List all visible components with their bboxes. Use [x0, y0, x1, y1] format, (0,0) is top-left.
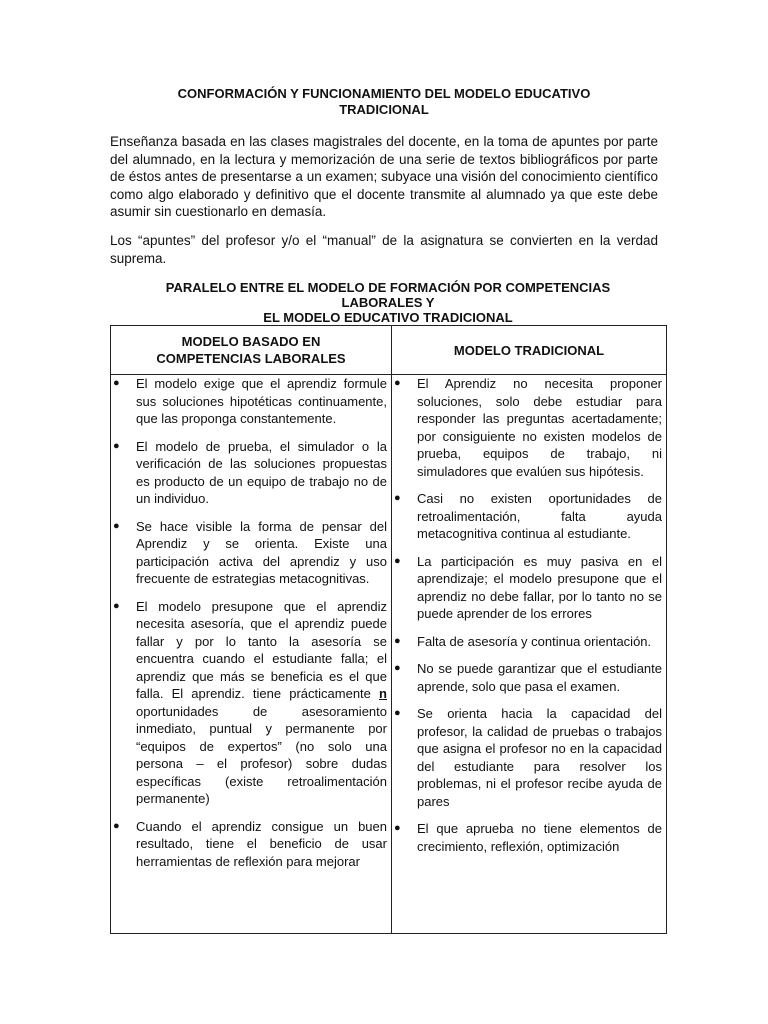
- comparison-section-title: [110, 280, 666, 325]
- section-title-line-3: EL MODELO EDUCATIVO TRADICIONAL: [263, 310, 513, 325]
- competencias-column-cell: [111, 375, 392, 934]
- list-item: [111, 375, 391, 428]
- competencias-bullet-list: [111, 375, 391, 870]
- document-title-line-2: TRADICIONAL: [339, 102, 429, 117]
- list-item-text: Se hace visible la forma de pensar del Aprendiz y se orienta. Existe una participación activa del aprendiz y uso frecuente de estrategias metacognitivas.: [136, 518, 387, 586]
- bullet-icon: ●: [394, 377, 401, 389]
- header-competencias-line-1: MODELO BASADO EN: [181, 334, 321, 349]
- bullet-icon: ●: [113, 439, 120, 452]
- bullet-icon: ●: [113, 599, 120, 612]
- list-item: [392, 705, 666, 810]
- list-item-text-part: El modelo presupone que el aprendiz necesita asesoría, que el aprendiz puede fallar y por lo tanto la asesoría se encuentra cuando el estudiante falla; el aprendiz que más se beneficia es el que falla. El aprendiz. tiene prácticamente: [136, 598, 387, 701]
- list-item: [392, 490, 666, 543]
- bullet-icon: ●: [113, 519, 120, 532]
- list-item-text: Falta de asesoría y continua orientación.: [417, 633, 652, 649]
- list-item: [392, 820, 666, 855]
- tradicional-bullet-list: [392, 375, 666, 855]
- tradicional-column-cell: [392, 375, 667, 934]
- header-tradicional: MODELO TRADICIONAL: [392, 326, 667, 375]
- document-title: [110, 86, 658, 118]
- section-title-line-1: PARALELO ENTRE EL MODELO DE FORMACIÓN POR COMPETENCIAS: [165, 280, 611, 295]
- emphasized-letter: n: [379, 686, 387, 701]
- table-header-row: [111, 326, 667, 375]
- list-item: [111, 518, 391, 588]
- comparison-table: [110, 325, 667, 934]
- list-item: [111, 598, 391, 808]
- list-item-text-part: oportunidades de asesoramiento inmediato, puntual y permanente por “equipos de expertos” (no solo una persona – el profesor) sobre dudas específicas (existe retroalimentación permanente): [136, 703, 387, 806]
- bullet-icon: ●: [394, 707, 401, 719]
- bullet-icon: ●: [394, 492, 401, 504]
- bullet-icon: ●: [394, 662, 401, 674]
- header-competencias-line-2: COMPETENCIAS LABORALES: [156, 351, 346, 366]
- list-item-text: El modelo exige que el aprendiz formule sus soluciones hipotéticas continuamente, que las proponga constantemente.: [136, 376, 387, 426]
- list-item: [392, 660, 666, 695]
- list-item: [392, 553, 666, 623]
- bullet-icon: ●: [394, 822, 401, 834]
- bullet-icon: ●: [394, 634, 401, 647]
- list-item: [392, 633, 666, 651]
- table-row: [111, 375, 667, 934]
- list-item-text: Se orienta hacia la capacidad del profesor, la calidad de pruebas o trabajos que asigna el profesor no en la capacidad del estudiante para resolver los problemas, ni el profesor recibe ayuda de pares: [417, 706, 662, 809]
- bullet-icon: ●: [113, 377, 120, 389]
- list-item-text: La participación es muy pasiva en el aprendizaje; el modelo presupone que el aprendiz no debe fallar, por lo tanto no se puede aprender de los errores: [417, 553, 662, 621]
- list-item-text: El que aprueba no tiene elementos de crecimiento, reflexión, optimización: [417, 821, 662, 854]
- document-title-line-1: CONFORMACIÓN Y FUNCIONAMIENTO DEL MODELO EDUCATIVO: [177, 86, 591, 101]
- notes-paragraph: Los “apuntes” del profesor y/o el “manual” de la asignatura se convierten en la verdad suprema.: [110, 233, 658, 266]
- bullet-icon: ●: [113, 819, 120, 832]
- bullet-icon: ●: [394, 554, 401, 567]
- section-title-line-2: LABORALES Y: [341, 295, 435, 310]
- list-item: [111, 438, 391, 508]
- list-item-text: Cuando el aprendiz consigue un buen resultado, tiene el beneficio de usar herramientas de reflexión para mejorar: [136, 818, 387, 869]
- list-item-text: Casi no existen oportunidades de retroalimentación, falta ayuda metacognitiva continua al estudiante.: [417, 491, 662, 541]
- list-item: [392, 375, 666, 480]
- intro-paragraph: Enseñanza basada en las clases magistrales del docente, en la toma de apuntes por parte del alumnado, en la lectura y memorización de una serie de textos bibliográficos por parte de éstos antes de presentarse a un examen; subyace una visión del conocimiento científico como algo elaborado y definitivo que el docente transmite al alumnado ya que este debe asumir sin cuestionarlo en demasía.: [110, 134, 658, 219]
- list-item-text: No se puede garantizar que el estudiante aprende, solo que pasa el examen.: [417, 661, 662, 694]
- list-item-text: El modelo de prueba, el simulador o la verificación de las soluciones propuestas es producto de un equipo de trabajo no de un individuo.: [136, 438, 387, 506]
- list-item-text: El Aprendiz no necesita proponer soluciones, solo debe estudiar para responder las preguntas acertadamente; por consiguiente no existen modelos de prueba, equipos de trabajo, ni simuladores que evalúen sus hipótesis.: [417, 376, 662, 479]
- list-item: [111, 818, 391, 871]
- header-competencias: [111, 326, 392, 375]
